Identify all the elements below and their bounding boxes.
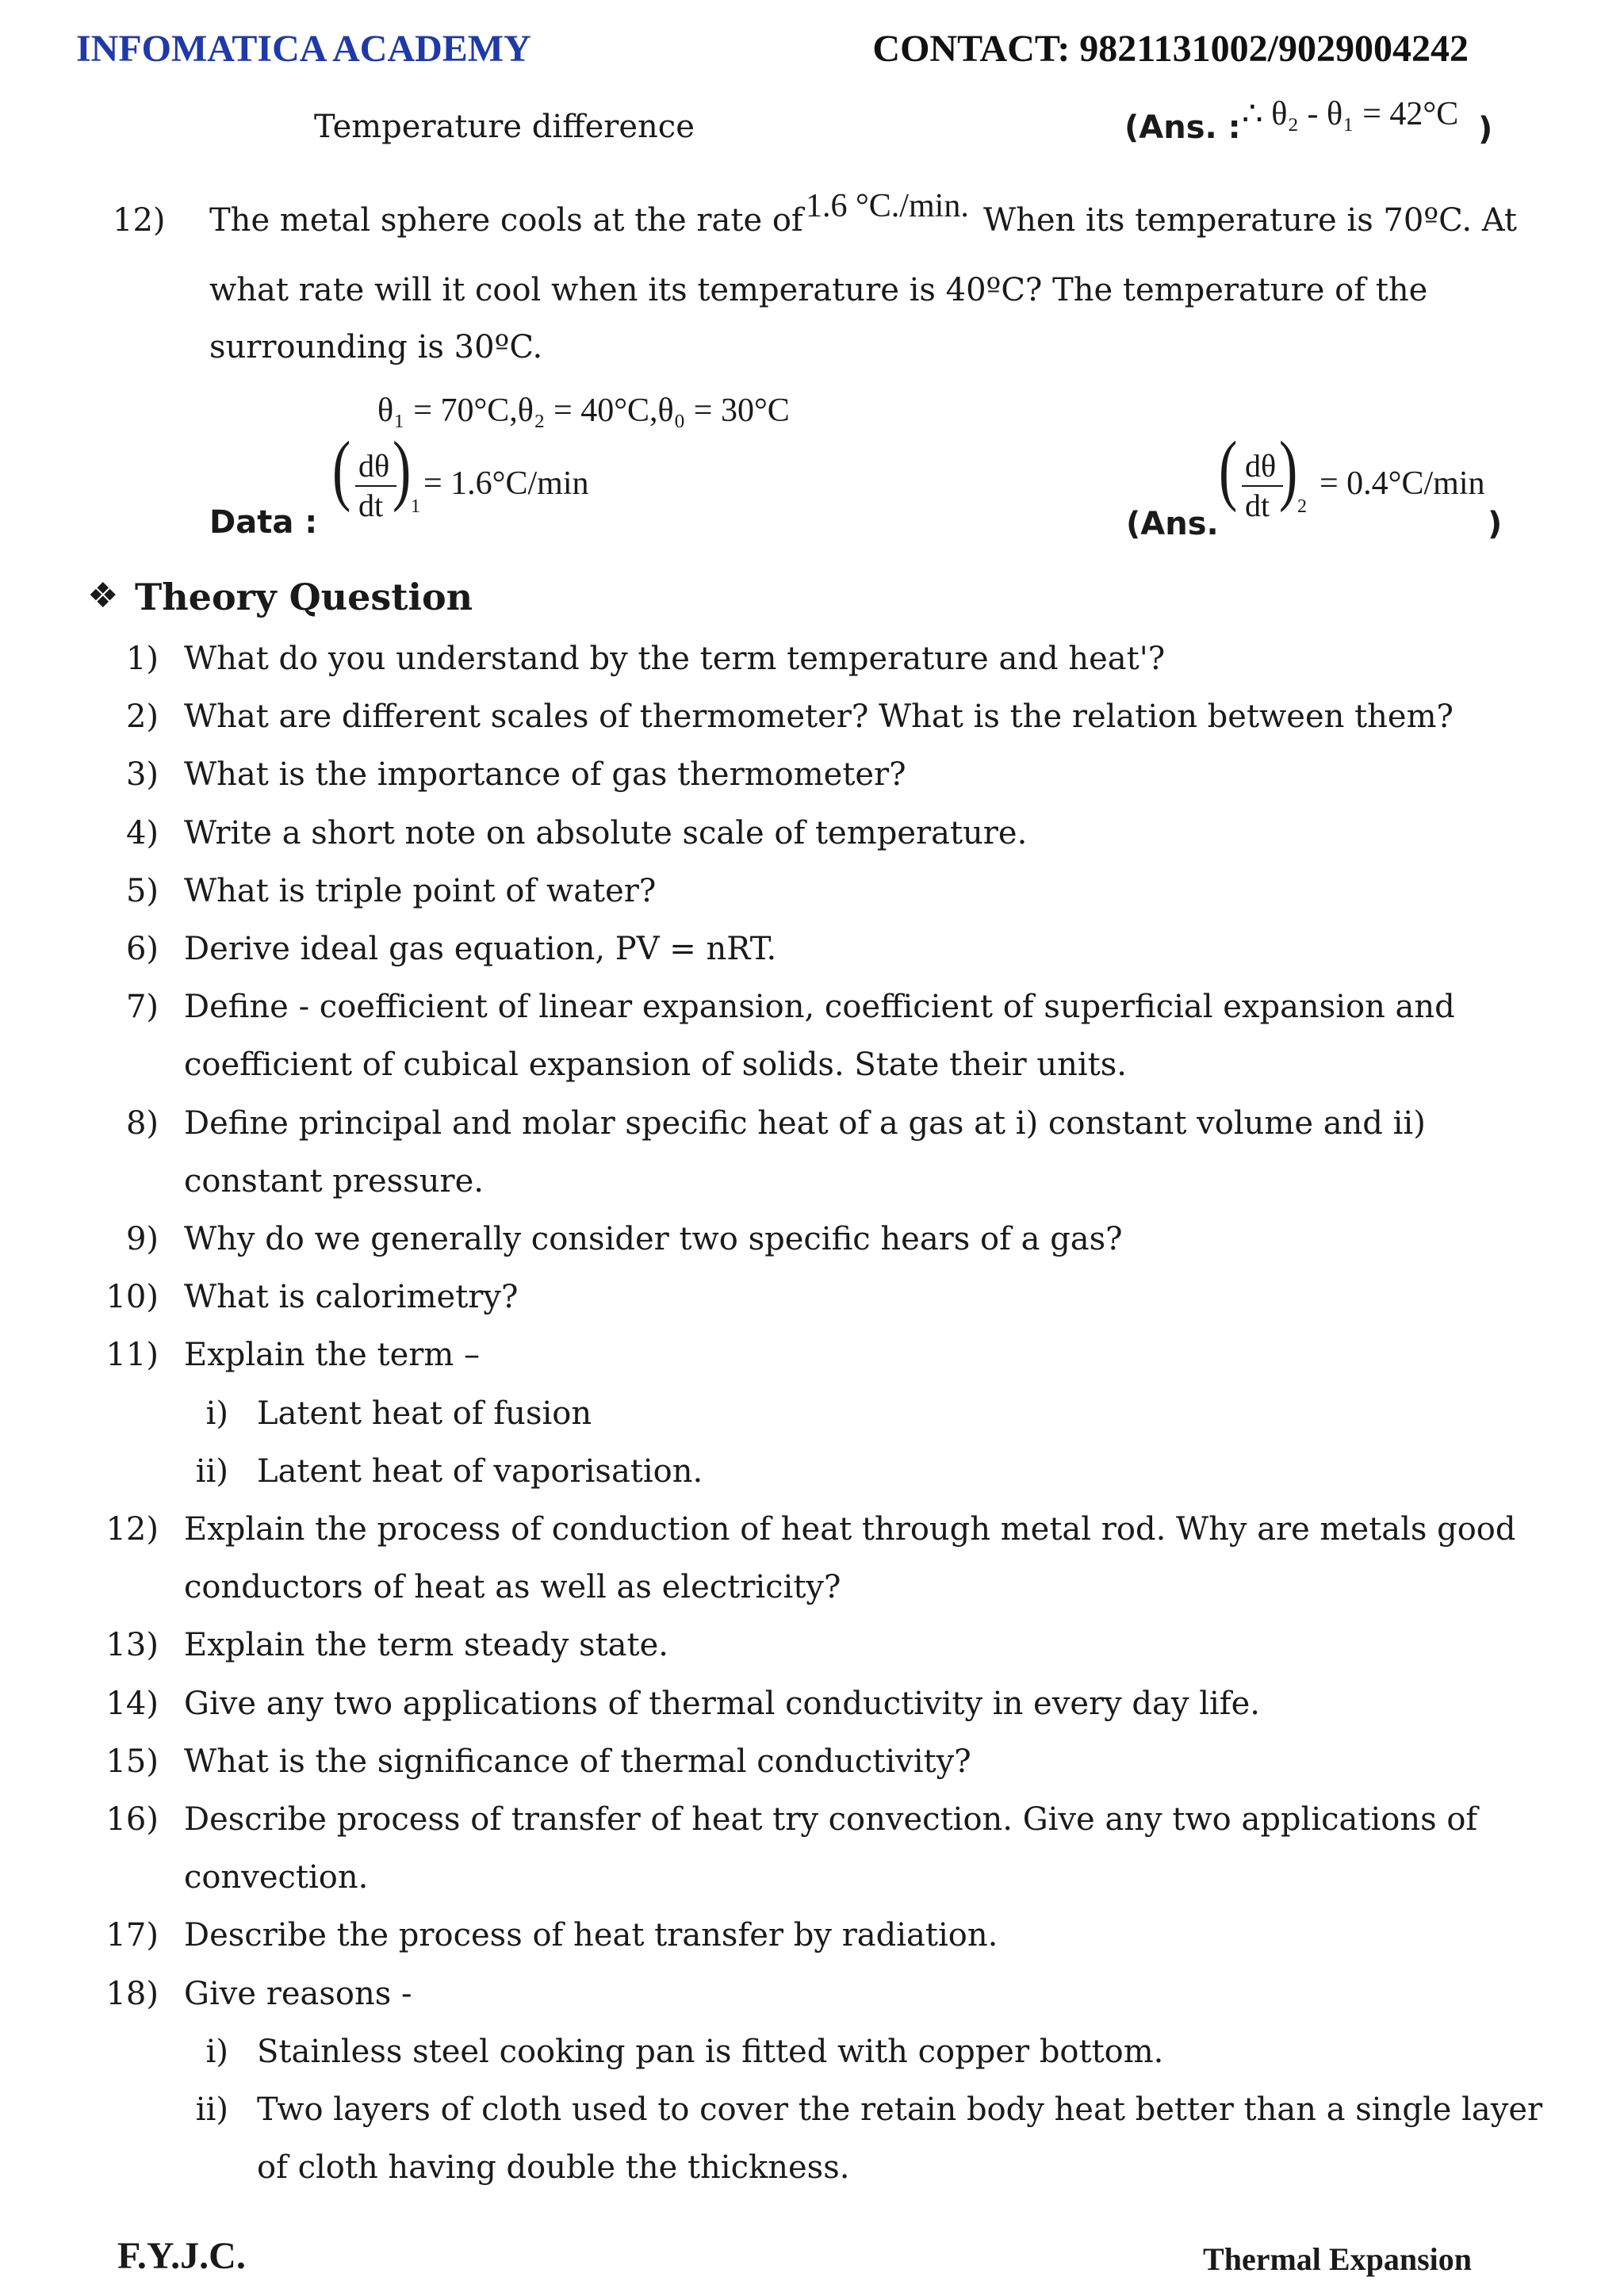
question-number: 12) (105, 1511, 159, 1548)
question-text: convection. (184, 1859, 369, 1896)
question-text: What is the significance of thermal conductivity? (184, 1743, 971, 1780)
question-text: What do you understand by the term temperature and heat'? (184, 641, 1166, 677)
question-text-a: The metal sphere cools at the rate of (209, 202, 803, 239)
question-number: 13) (105, 1627, 159, 1664)
frac-numerator: dθ (1245, 448, 1277, 484)
question-number: 16) (105, 1801, 159, 1838)
rate-given: = 1.6°C/min (423, 465, 589, 502)
footer-class: F.Y.J.C. (117, 2235, 246, 2277)
derivative-fraction-1 (331, 425, 422, 531)
question-text: Explain the process of conduction of heat through metal rod. Why are metals good (184, 1511, 1516, 1548)
temperature-difference-label: Temperature difference (314, 109, 695, 145)
question-text: Describe the process of heat transfer by radiation. (184, 1917, 998, 1954)
given-values: θ₁ = 70°C,θ₂ = 40°C,θ₀ = 30°C (377, 392, 790, 429)
question-number: 15) (105, 1743, 159, 1780)
question-number: 2) (125, 698, 159, 736)
question-text: Describe process of transfer of heat try convection. Give any two applications of (184, 1801, 1478, 1838)
question-number: 1) (125, 641, 159, 677)
question-number: 10) (105, 1279, 159, 1316)
question-number: 8) (125, 1104, 159, 1142)
question-text: Explain the term – (184, 1337, 481, 1374)
sub-item-number: i) (205, 1395, 228, 1432)
theory-heading: Theory Question (135, 576, 473, 618)
right-paren: ) (1278, 425, 1298, 513)
academy-name: INFOMATICA ACADEMY (76, 28, 531, 70)
question-number: 12) (113, 202, 166, 239)
question-number: 3) (125, 756, 159, 794)
question-text: Define principal and molar specific heat of a gas at i) constant volume and ii) (184, 1104, 1426, 1142)
question-text: conductors of heat as well as electricity? (184, 1569, 841, 1606)
frac-denominator: dt (1245, 488, 1270, 523)
derivative-fraction-2 (1218, 425, 1316, 531)
sub-item-text: Latent heat of fusion (257, 1395, 592, 1432)
cooling-rate: 1.6 °C./min. (806, 188, 969, 224)
question-number: 7) (125, 989, 159, 1026)
right-paren: ) (392, 425, 412, 513)
sub-item-number: i) (205, 2033, 228, 2070)
question-text: Explain the term steady state. (184, 1627, 668, 1664)
question-number: 11) (105, 1337, 159, 1374)
sub-item-text: Two layers of cloth used to cover the retain body heat better than a single layer (257, 2091, 1543, 2128)
question-text: Derive ideal gas equation, PV = nRT. (184, 931, 777, 967)
answer-close: ) (1478, 111, 1493, 147)
answer-formula: ∴ θ₂ - θ₁ = 42°C (1242, 96, 1459, 132)
question-text: constant pressure. (184, 1162, 484, 1200)
diamond-bullet-icon: ❖ (87, 576, 119, 616)
question-line-3: surrounding is 30ºC. (209, 329, 543, 365)
rate-answer: = 0.4°C/min (1320, 465, 1485, 502)
question-number: 5) (125, 872, 159, 909)
sub-item-text: Stainless steel cooking pan is fitted with copper bottom. (257, 2033, 1164, 2070)
question-text: What is triple point of water? (184, 872, 657, 909)
sub-item-number: ii) (195, 1452, 228, 1490)
frac-numerator: dθ (358, 448, 390, 484)
answer-prefix: (Ans. : (1124, 109, 1241, 146)
sub-item-text: Latent heat of vaporisation. (257, 1452, 703, 1490)
question-text: coefficient of cubical expansion of solids. State their units. (184, 1047, 1127, 1084)
sub-item-text: of cloth having double the thickness. (257, 2149, 850, 2187)
answer-close-2: ) (1488, 506, 1503, 542)
question-text: Give reasons - (184, 1975, 412, 2012)
question-text: Write a short note on absolute scale of temperature. (184, 814, 1028, 851)
left-paren: ( (1218, 425, 1238, 513)
question-number: 18) (105, 1975, 159, 2012)
sub-item-number: ii) (195, 2091, 228, 2128)
data-label: Data : (209, 504, 318, 541)
question-number: 17) (105, 1917, 159, 1954)
question-text: Why do we generally consider two specific hears of a gas? (184, 1221, 1123, 1257)
question-text: Define - coefficient of linear expansion, coefficient of superficial expansion and (184, 989, 1455, 1026)
question-text: What is the importance of gas thermometer? (184, 756, 906, 794)
question-number: 9) (125, 1221, 159, 1257)
question-number: 4) (125, 814, 159, 851)
question-text-b: When its temperature is 70ºC. At (983, 202, 1518, 239)
contact-info: CONTACT: 9821131002/9029004242 (872, 28, 1469, 70)
question-text: Give any two applications of thermal conductivity in every day life. (184, 1685, 1260, 1722)
frac-denominator: dt (358, 488, 384, 523)
subscript-1: 1 (411, 496, 420, 517)
question-text: What is calorimetry? (184, 1279, 519, 1316)
subscript-2: 2 (1297, 496, 1307, 517)
question-line-2: what rate will it cool when its temperature is 40ºC? The temperature of the (209, 272, 1428, 308)
left-paren: ( (331, 425, 351, 513)
question-number: 6) (125, 931, 159, 967)
question-text: What are different scales of thermometer? What is the relation between them? (184, 698, 1454, 736)
question-number: 14) (105, 1685, 159, 1722)
answer-label: (Ans. (1126, 506, 1219, 542)
footer-chapter: Thermal Expansion (1203, 2241, 1472, 2277)
